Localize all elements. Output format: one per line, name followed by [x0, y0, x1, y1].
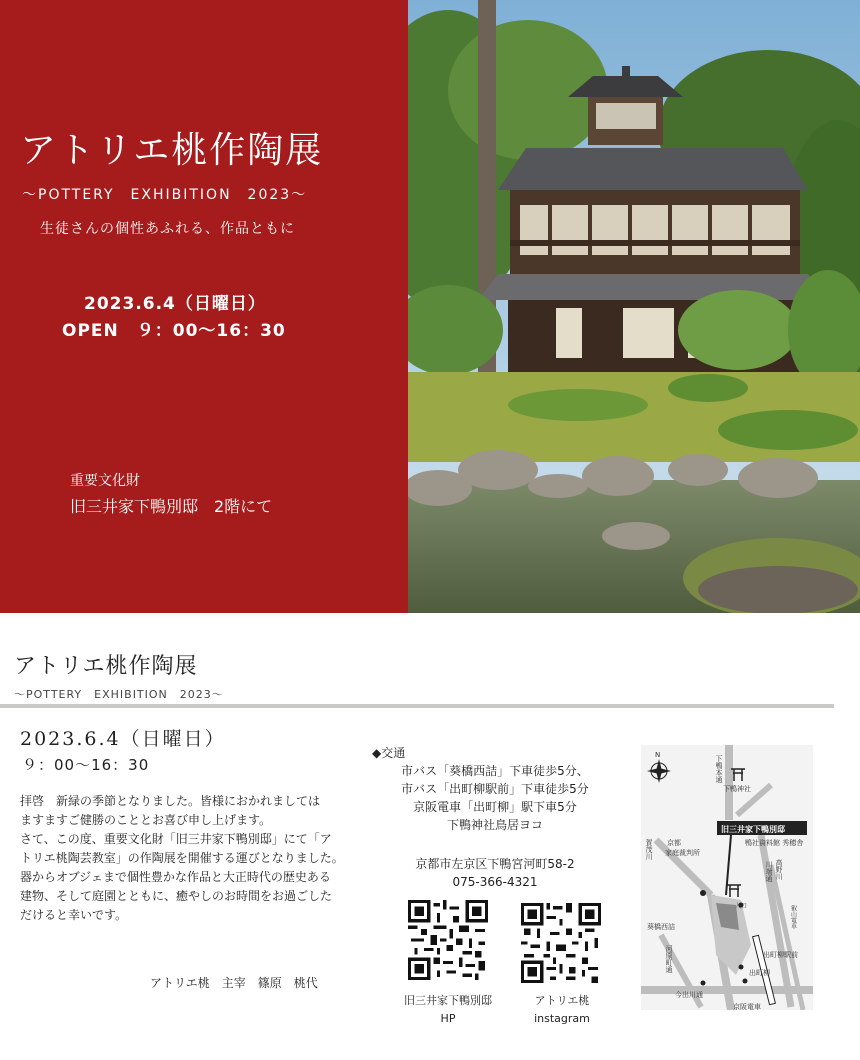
info-date: 2023.6.4（日曜日） — [20, 728, 226, 750]
map-label: 高野川 — [775, 859, 783, 880]
access-info — [354, 744, 636, 834]
qr-label-instagram — [506, 992, 618, 1028]
info-subtitle: 〜POTTERY EXHIBITION 2023〜 — [14, 688, 224, 701]
phone: 075-366-4321 — [452, 875, 538, 889]
map-point — [701, 981, 706, 986]
info-time: ９：00〜16：30 — [22, 756, 150, 774]
north-arrow-icon — [647, 759, 671, 783]
qr-label-line: 旧三井家下鴨別邸 — [404, 994, 492, 1007]
greeting-paragraph: 拝啓 新緑の季節となりました。皆様におかれましては ますますご健勝のこととお喜び申し上げます。 — [20, 794, 333, 827]
hero-tagline: 生徒さんの個性あふれる、作品ともに — [40, 221, 295, 237]
hero-heritage-label: 重要文化財 — [70, 473, 140, 489]
map-label: 下鴨本通 — [715, 755, 723, 783]
map-label: 川端通 — [765, 861, 773, 882]
map-label: 出町柳 — [749, 969, 770, 977]
access-line: 下鴨神社鳥居ヨコ — [446, 818, 543, 832]
villa-photo — [408, 0, 860, 613]
map-label: 旧三井家下鴨別邸 — [721, 825, 785, 834]
access-line: 市バス「葵橋西詰」下車徒歩5分、 — [401, 764, 589, 778]
signature: アトリエ桃 主宰 篠原 桃代 — [150, 976, 318, 990]
map-label: 出町柳駅前 — [763, 951, 798, 959]
greeting-paragraph: さて、この度、重要文化財「旧三井家下鴨別邸」にて「アトリエ桃陶芸教室」の作陶展を開催する運びとなりました。 器からオブジェまで個性豊かな作品と大正時代の歴史ある建物、そして庭園とともに、癒やしのお時間をお過ごしただけると幸いです。 — [20, 832, 350, 922]
qr-code-icon — [408, 900, 488, 980]
map-label: 下鴨神社 — [723, 785, 751, 793]
map-label: 京都 — [667, 839, 681, 847]
access-heading: ◆交通 — [372, 746, 406, 760]
qr-label-line: HP — [440, 1012, 456, 1025]
address-block — [354, 855, 636, 891]
hero-venue: 旧三井家下鴨別邸 2階にて — [70, 497, 273, 516]
map-point — [700, 890, 706, 896]
hero-title: アトリエ桃作陶展 — [20, 130, 324, 171]
qr-label-line: instagram — [534, 1012, 590, 1025]
hero-subtitle: 〜POTTERY EXHIBITION 2023〜 — [22, 187, 308, 203]
qr-code-instagram[interactable] — [521, 903, 601, 987]
qr-code-villa[interactable] — [408, 900, 488, 984]
map-label: 賀茂川 — [645, 839, 653, 860]
map-label: 叡山電車 — [789, 905, 797, 929]
hero-panel — [0, 0, 408, 613]
qr-label-villa — [384, 992, 512, 1028]
map-label: 家庭裁判所 — [665, 849, 700, 857]
map-label: 今出川通 — [675, 991, 703, 999]
hero-date: 2023.6.4（日曜日） — [84, 294, 266, 314]
map-label: 葵橋西詰 — [647, 923, 675, 931]
torii-icon — [727, 885, 741, 897]
map-point — [743, 979, 748, 984]
section-divider — [0, 704, 834, 708]
info-title: アトリエ桃作陶展 — [14, 654, 198, 679]
access-line: 京阪電車「出町柳」駅下車5分 — [413, 800, 577, 814]
villa-illustration — [408, 0, 860, 613]
qr-code-icon — [521, 903, 601, 983]
map-label: 入口 — [735, 903, 748, 910]
torii-icon — [731, 769, 745, 781]
address: 京都市左京区下鴨宮河町58-2 — [415, 857, 575, 871]
qr-label-line: アトリエ桃 — [534, 994, 590, 1007]
map-label: 河原町通 — [665, 945, 673, 973]
map-label: 京阪電車 — [733, 1003, 761, 1010]
map-point — [739, 965, 744, 970]
access-line: 市バス「出町柳駅前」下車徒歩5分 — [401, 782, 589, 796]
map-label: N — [655, 751, 661, 759]
hero-open-hours: OPEN ９：00〜16：30 — [62, 321, 286, 341]
access-map — [641, 745, 813, 1010]
map-drawing — [641, 745, 813, 1010]
greeting-text — [20, 792, 350, 925]
map-label: 鴨社資料館 秀穂舎 — [745, 839, 804, 847]
